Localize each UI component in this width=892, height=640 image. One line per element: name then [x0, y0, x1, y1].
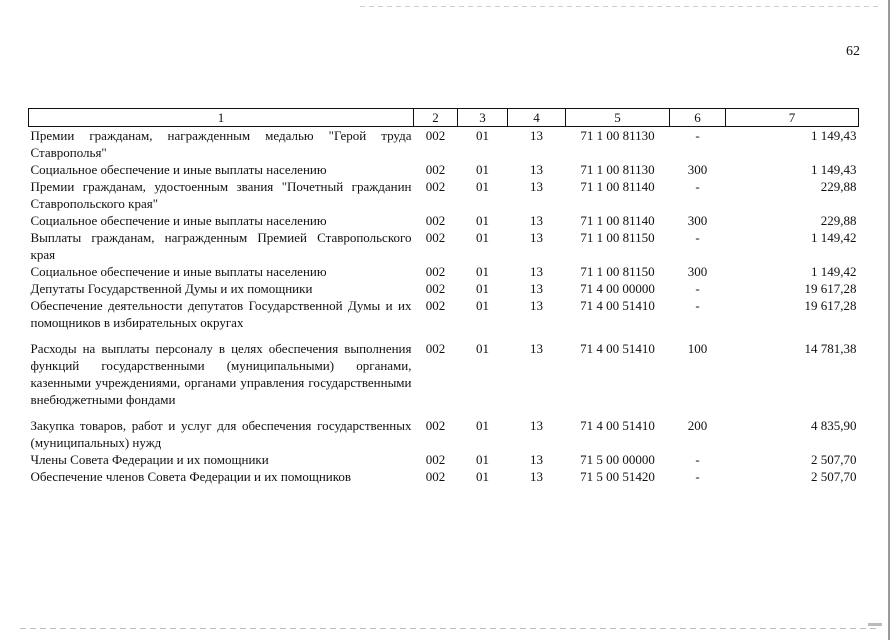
row-name: Выплаты гражданам, награжденным Премией Ставропольского края: [30, 230, 412, 262]
table-row: [29, 451, 859, 468]
scan-bottom-dashed-line: [20, 628, 880, 629]
row-code-section: 01: [476, 128, 489, 143]
row-code-section: 01: [476, 264, 489, 279]
row-name: Члены Совета Федерации и их помощники: [30, 452, 269, 467]
row-code-type: -: [695, 452, 700, 467]
row-code-type: -: [695, 469, 700, 484]
row-code-type: -: [695, 298, 700, 313]
row-name: Социальное обеспечение и иные выплаты населению: [30, 213, 327, 228]
row-code-target: 71 4 00 51410: [580, 418, 655, 433]
row-code-admin: 002: [425, 452, 446, 467]
row-code-admin: 002: [425, 162, 446, 177]
row-amount: 1 149,43: [811, 128, 857, 143]
row-code-section: 01: [476, 281, 489, 296]
row-amount: 14 781,38: [804, 341, 857, 356]
row-amount: 229,88: [820, 213, 857, 228]
row-code-target: 71 4 00 00000: [580, 281, 655, 296]
row-code-section: 01: [476, 179, 489, 194]
column-header: 6: [670, 109, 726, 127]
row-code-subsection: 13: [530, 162, 543, 177]
row-code-admin: 002: [425, 281, 446, 296]
row-code-target: 71 4 00 51410: [580, 298, 655, 313]
row-code-target: 71 5 00 51420: [580, 469, 655, 484]
page-number: 62: [846, 44, 860, 59]
row-amount: 1 149,42: [811, 264, 857, 279]
column-header: 7: [726, 109, 859, 127]
row-code-section: 01: [476, 452, 489, 467]
row-name: Премии гражданам, удостоенным звания "Почетный гражданин Ставропольского края": [30, 179, 412, 211]
row-code-target: 71 1 00 81140: [580, 213, 655, 228]
row-amount: 19 617,28: [804, 281, 857, 296]
row-code-admin: 002: [425, 213, 446, 228]
row-code-admin: 002: [425, 298, 446, 313]
row-code-section: 01: [476, 162, 489, 177]
row-code-admin: 002: [425, 128, 446, 143]
row-code-subsection: 13: [530, 469, 543, 484]
column-header: 4: [508, 109, 566, 127]
table-row: [29, 263, 859, 280]
row-amount: 19 617,28: [804, 298, 857, 313]
row-code-admin: 002: [425, 264, 446, 279]
row-code-target: 71 1 00 81130: [580, 128, 655, 143]
row-amount: 2 507,70: [811, 469, 857, 484]
row-amount: 2 507,70: [811, 452, 857, 467]
column-header: 2: [414, 109, 458, 127]
row-code-admin: 002: [425, 469, 446, 484]
row-code-type: 100: [687, 341, 708, 356]
table-row: [29, 297, 859, 331]
column-header: 5: [566, 109, 670, 127]
row-code-type: 200: [687, 418, 708, 433]
column-header: 3: [458, 109, 508, 127]
row-code-section: 01: [476, 230, 489, 245]
row-code-section: 01: [476, 469, 489, 484]
row-code-section: 01: [476, 341, 489, 356]
column-header: 1: [29, 109, 414, 127]
row-code-target: 71 1 00 81150: [580, 230, 655, 245]
row-code-type: 300: [687, 213, 708, 228]
table-row: [29, 161, 859, 178]
row-code-admin: 002: [425, 230, 446, 245]
row-code-target: 71 1 00 81130: [580, 162, 655, 177]
row-code-type: -: [695, 230, 700, 245]
row-code-target: 71 4 00 51410: [580, 341, 655, 356]
row-code-type: -: [695, 281, 700, 296]
row-code-admin: 002: [425, 341, 446, 356]
row-name: Депутаты Государственной Думы и их помощники: [30, 281, 313, 296]
row-code-subsection: 13: [530, 298, 543, 313]
table-row: [29, 280, 859, 297]
row-name: Обеспечение членов Совета Федерации и их помощников: [30, 469, 352, 484]
scan-right-edge: [888, 0, 890, 640]
row-code-type: -: [695, 128, 700, 143]
scan-top-dashed-line: [360, 6, 880, 7]
table-row: [29, 178, 859, 212]
row-code-admin: 002: [425, 179, 446, 194]
row-code-section: 01: [476, 213, 489, 228]
row-code-subsection: 13: [530, 213, 543, 228]
row-code-subsection: 13: [530, 179, 543, 194]
table-row: [29, 127, 859, 162]
row-code-target: 71 1 00 81140: [580, 179, 655, 194]
row-amount: 1 149,42: [811, 230, 857, 245]
table-row: [29, 229, 859, 263]
scan-smudge: [868, 623, 882, 626]
row-code-type: 300: [687, 162, 708, 177]
row-code-subsection: 13: [530, 281, 543, 296]
row-name: Расходы на выплаты персоналу в целях обеспечения выполнения функций государственными (муниципальными) органами, казенными учреждениями, органами управления государственными внебюджетными фондами: [30, 341, 412, 407]
row-code-admin: 002: [425, 418, 446, 433]
table-row: [29, 468, 859, 485]
table-row: [29, 408, 859, 451]
row-code-section: 01: [476, 298, 489, 313]
row-name: Социальное обеспечение и иные выплаты населению: [30, 162, 327, 177]
row-code-subsection: 13: [530, 128, 543, 143]
table-row: [29, 212, 859, 229]
row-code-target: 71 5 00 00000: [580, 452, 655, 467]
row-amount: 4 835,90: [811, 418, 857, 433]
row-name: Премии гражданам, награжденным медалью "Герой труда Ставрополья": [30, 128, 412, 160]
row-name: Социальное обеспечение и иные выплаты населению: [30, 264, 327, 279]
table-row: [29, 331, 859, 408]
row-code-subsection: 13: [530, 230, 543, 245]
row-code-type: 300: [687, 264, 708, 279]
row-code-subsection: 13: [530, 418, 543, 433]
row-code-target: 71 1 00 81150: [580, 264, 655, 279]
row-code-subsection: 13: [530, 264, 543, 279]
budget-table: [28, 108, 859, 485]
row-name: Обеспечение деятельности депутатов Государственной Думы и их помощников в избирательных округах: [30, 298, 412, 330]
row-code-type: -: [695, 179, 700, 194]
row-code-section: 01: [476, 418, 489, 433]
row-code-subsection: 13: [530, 452, 543, 467]
row-code-subsection: 13: [530, 341, 543, 356]
row-amount: 229,88: [820, 179, 857, 194]
table-header-row: [29, 109, 859, 127]
row-name: Закупка товаров, работ и услуг для обеспечения государственных (муниципальных) нужд: [30, 418, 412, 450]
row-amount: 1 149,43: [811, 162, 857, 177]
